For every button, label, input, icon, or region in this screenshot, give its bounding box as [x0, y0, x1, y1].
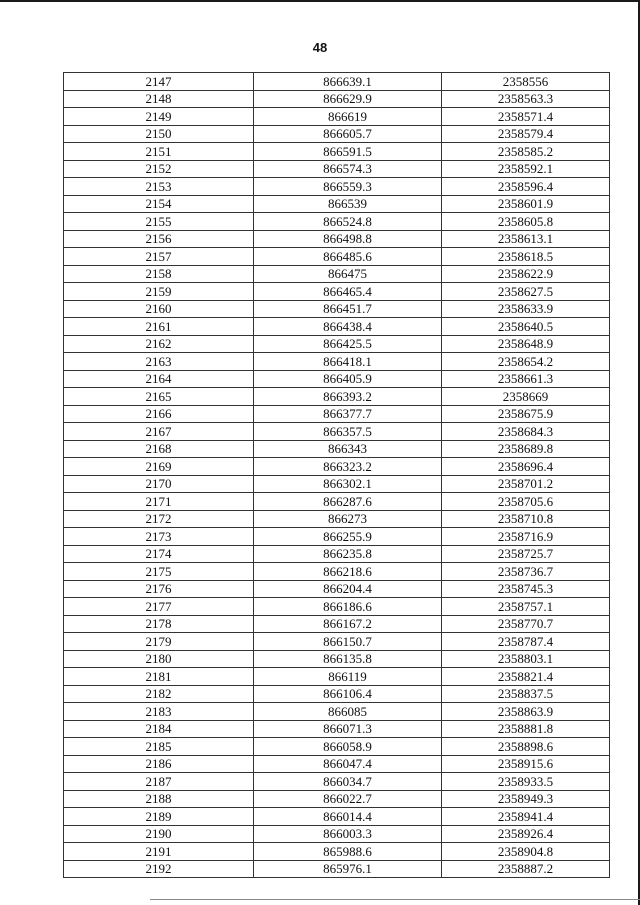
table-row: [64, 300, 610, 318]
table-row: [64, 773, 610, 791]
table-row: [64, 195, 610, 213]
point-number-cell: 2190: [64, 825, 254, 843]
point-number-cell: 2168: [64, 440, 254, 458]
bottom-rule: [150, 899, 640, 900]
table-row: [64, 860, 610, 878]
y-coordinate-cell: 2358887.2: [442, 860, 610, 878]
point-number-cell: 2159: [64, 283, 254, 301]
x-coordinate-cell: 866034.7: [254, 773, 442, 791]
point-number-cell: 2149: [64, 108, 254, 126]
point-number-cell: 2184: [64, 720, 254, 738]
table-row: [64, 685, 610, 703]
x-coordinate-cell: 866405.9: [254, 370, 442, 388]
y-coordinate-cell: 2358669: [442, 388, 610, 406]
x-coordinate-cell: 866485.6: [254, 248, 442, 266]
x-coordinate-cell: 866619: [254, 108, 442, 126]
point-number-cell: 2171: [64, 493, 254, 511]
y-coordinate-cell: 2358596.4: [442, 178, 610, 196]
point-number-cell: 2167: [64, 423, 254, 441]
table-row: [64, 108, 610, 126]
x-coordinate-cell: 866524.8: [254, 213, 442, 231]
x-coordinate-cell: 866393.2: [254, 388, 442, 406]
table-row: [64, 668, 610, 686]
y-coordinate-cell: 2358821.4: [442, 668, 610, 686]
x-coordinate-cell: 866451.7: [254, 300, 442, 318]
x-coordinate-cell: 866255.9: [254, 528, 442, 546]
y-coordinate-cell: 2358556: [442, 73, 610, 91]
table-row: [64, 73, 610, 91]
table-row: [64, 510, 610, 528]
x-coordinate-cell: 866574.3: [254, 160, 442, 178]
table-row: [64, 405, 610, 423]
x-coordinate-cell: 866639.1: [254, 73, 442, 91]
x-coordinate-cell: 866498.8: [254, 230, 442, 248]
y-coordinate-cell: 2358563.3: [442, 90, 610, 108]
point-number-cell: 2158: [64, 265, 254, 283]
point-number-cell: 2176: [64, 580, 254, 598]
x-coordinate-cell: 866014.4: [254, 808, 442, 826]
x-coordinate-cell: 866071.3: [254, 720, 442, 738]
x-coordinate-cell: 866591.5: [254, 143, 442, 161]
coordinates-table-body: [64, 73, 610, 878]
y-coordinate-cell: 2358716.9: [442, 528, 610, 546]
point-number-cell: 2179: [64, 633, 254, 651]
table-row: [64, 265, 610, 283]
point-number-cell: 2148: [64, 90, 254, 108]
x-coordinate-cell: 866135.8: [254, 650, 442, 668]
page-number: 48: [312, 40, 328, 55]
table-row: [64, 178, 610, 196]
y-coordinate-cell: 2358633.9: [442, 300, 610, 318]
y-coordinate-cell: 2358661.3: [442, 370, 610, 388]
x-coordinate-cell: 866425.5: [254, 335, 442, 353]
point-number-cell: 2181: [64, 668, 254, 686]
point-number-cell: 2150: [64, 125, 254, 143]
x-coordinate-cell: 866438.4: [254, 318, 442, 336]
x-coordinate-cell: 866167.2: [254, 615, 442, 633]
x-coordinate-cell: 866235.8: [254, 545, 442, 563]
y-coordinate-cell: 2358881.8: [442, 720, 610, 738]
table-row: [64, 720, 610, 738]
y-coordinate-cell: 2358837.5: [442, 685, 610, 703]
y-coordinate-cell: 2358745.3: [442, 580, 610, 598]
x-coordinate-cell: 866047.4: [254, 755, 442, 773]
point-number-cell: 2177: [64, 598, 254, 616]
x-coordinate-cell: 866343: [254, 440, 442, 458]
y-coordinate-cell: 2358898.6: [442, 738, 610, 756]
point-number-cell: 2166: [64, 405, 254, 423]
table-row: [64, 475, 610, 493]
x-coordinate-cell: 866022.7: [254, 790, 442, 808]
point-number-cell: 2154: [64, 195, 254, 213]
point-number-cell: 2163: [64, 353, 254, 371]
point-number-cell: 2189: [64, 808, 254, 826]
y-coordinate-cell: 2358622.9: [442, 265, 610, 283]
point-number-cell: 2164: [64, 370, 254, 388]
point-number-cell: 2175: [64, 563, 254, 581]
table-row: [64, 808, 610, 826]
y-coordinate-cell: 2358585.2: [442, 143, 610, 161]
y-coordinate-cell: 2358648.9: [442, 335, 610, 353]
point-number-cell: 2182: [64, 685, 254, 703]
table-row: [64, 213, 610, 231]
y-coordinate-cell: 2358618.5: [442, 248, 610, 266]
y-coordinate-cell: 2358627.5: [442, 283, 610, 301]
table-row: [64, 825, 610, 843]
table-row: [64, 458, 610, 476]
point-number-cell: 2152: [64, 160, 254, 178]
coordinates-table: [63, 72, 610, 878]
table-row: [64, 423, 610, 441]
point-number-cell: 2160: [64, 300, 254, 318]
x-coordinate-cell: 866539: [254, 195, 442, 213]
table-row: [64, 633, 610, 651]
x-coordinate-cell: 865976.1: [254, 860, 442, 878]
y-coordinate-cell: 2358926.4: [442, 825, 610, 843]
point-number-cell: 2183: [64, 703, 254, 721]
table-row: [64, 125, 610, 143]
x-coordinate-cell: 866150.7: [254, 633, 442, 651]
y-coordinate-cell: 2358684.3: [442, 423, 610, 441]
y-coordinate-cell: 2358904.8: [442, 843, 610, 861]
x-coordinate-cell: 866302.1: [254, 475, 442, 493]
point-number-cell: 2151: [64, 143, 254, 161]
x-coordinate-cell: 866273: [254, 510, 442, 528]
point-number-cell: 2162: [64, 335, 254, 353]
x-coordinate-cell: 866357.5: [254, 423, 442, 441]
x-coordinate-cell: 866058.9: [254, 738, 442, 756]
y-coordinate-cell: 2358605.8: [442, 213, 610, 231]
table-row: [64, 160, 610, 178]
table-row: [64, 370, 610, 388]
y-coordinate-cell: 2358689.8: [442, 440, 610, 458]
y-coordinate-cell: 2358696.4: [442, 458, 610, 476]
y-coordinate-cell: 2358933.5: [442, 773, 610, 791]
y-coordinate-cell: 2358736.7: [442, 563, 610, 581]
table-row: [64, 598, 610, 616]
point-number-cell: 2185: [64, 738, 254, 756]
point-number-cell: 2178: [64, 615, 254, 633]
point-number-cell: 2192: [64, 860, 254, 878]
point-number-cell: 2169: [64, 458, 254, 476]
point-number-cell: 2188: [64, 790, 254, 808]
x-coordinate-cell: 866377.7: [254, 405, 442, 423]
table-row: [64, 545, 610, 563]
y-coordinate-cell: 2358654.2: [442, 353, 610, 371]
table-row: [64, 335, 610, 353]
table-row: [64, 843, 610, 861]
point-number-cell: 2170: [64, 475, 254, 493]
y-coordinate-cell: 2358701.2: [442, 475, 610, 493]
table-row: [64, 615, 610, 633]
y-coordinate-cell: 2358803.1: [442, 650, 610, 668]
table-row: [64, 528, 610, 546]
x-coordinate-cell: 866418.1: [254, 353, 442, 371]
y-coordinate-cell: 2358941.4: [442, 808, 610, 826]
x-coordinate-cell: 866629.9: [254, 90, 442, 108]
y-coordinate-cell: 2358705.6: [442, 493, 610, 511]
point-number-cell: 2153: [64, 178, 254, 196]
y-coordinate-cell: 2358757.1: [442, 598, 610, 616]
x-coordinate-cell: 866085: [254, 703, 442, 721]
table-row: [64, 283, 610, 301]
y-coordinate-cell: 2358725.7: [442, 545, 610, 563]
y-coordinate-cell: 2358571.4: [442, 108, 610, 126]
table-row: [64, 563, 610, 581]
table-row: [64, 650, 610, 668]
table-row: [64, 90, 610, 108]
x-coordinate-cell: 866475: [254, 265, 442, 283]
y-coordinate-cell: 2358601.9: [442, 195, 610, 213]
table-row: [64, 388, 610, 406]
table-row: [64, 580, 610, 598]
y-coordinate-cell: 2358710.8: [442, 510, 610, 528]
point-number-cell: 2180: [64, 650, 254, 668]
y-coordinate-cell: 2358640.5: [442, 318, 610, 336]
y-coordinate-cell: 2358675.9: [442, 405, 610, 423]
y-coordinate-cell: 2358915.6: [442, 755, 610, 773]
y-coordinate-cell: 2358787.4: [442, 633, 610, 651]
x-coordinate-cell: 866287.6: [254, 493, 442, 511]
y-coordinate-cell: 2358949.3: [442, 790, 610, 808]
x-coordinate-cell: 866119: [254, 668, 442, 686]
table-row: [64, 703, 610, 721]
point-number-cell: 2187: [64, 773, 254, 791]
x-coordinate-cell: 866465.4: [254, 283, 442, 301]
point-number-cell: 2147: [64, 73, 254, 91]
table-row: [64, 440, 610, 458]
point-number-cell: 2156: [64, 230, 254, 248]
point-number-cell: 2186: [64, 755, 254, 773]
point-number-cell: 2174: [64, 545, 254, 563]
point-number-cell: 2155: [64, 213, 254, 231]
point-number-cell: 2161: [64, 318, 254, 336]
x-coordinate-cell: 865988.6: [254, 843, 442, 861]
x-coordinate-cell: 866218.6: [254, 563, 442, 581]
page-top-edge: [0, 0, 640, 2]
table-row: [64, 143, 610, 161]
point-number-cell: 2157: [64, 248, 254, 266]
y-coordinate-cell: 2358613.1: [442, 230, 610, 248]
table-row: [64, 738, 610, 756]
y-coordinate-cell: 2358770.7: [442, 615, 610, 633]
table-row: [64, 230, 610, 248]
y-coordinate-cell: 2358579.4: [442, 125, 610, 143]
x-coordinate-cell: 866559.3: [254, 178, 442, 196]
table-row: [64, 248, 610, 266]
table-row: [64, 493, 610, 511]
point-number-cell: 2191: [64, 843, 254, 861]
x-coordinate-cell: 866186.6: [254, 598, 442, 616]
point-number-cell: 2172: [64, 510, 254, 528]
table-row: [64, 353, 610, 371]
x-coordinate-cell: 866204.4: [254, 580, 442, 598]
x-coordinate-cell: 866323.2: [254, 458, 442, 476]
point-number-cell: 2165: [64, 388, 254, 406]
x-coordinate-cell: 866605.7: [254, 125, 442, 143]
table-row: [64, 790, 610, 808]
point-number-cell: 2173: [64, 528, 254, 546]
x-coordinate-cell: 866106.4: [254, 685, 442, 703]
y-coordinate-cell: 2358863.9: [442, 703, 610, 721]
y-coordinate-cell: 2358592.1: [442, 160, 610, 178]
table-row: [64, 318, 610, 336]
x-coordinate-cell: 866003.3: [254, 825, 442, 843]
table-row: [64, 755, 610, 773]
